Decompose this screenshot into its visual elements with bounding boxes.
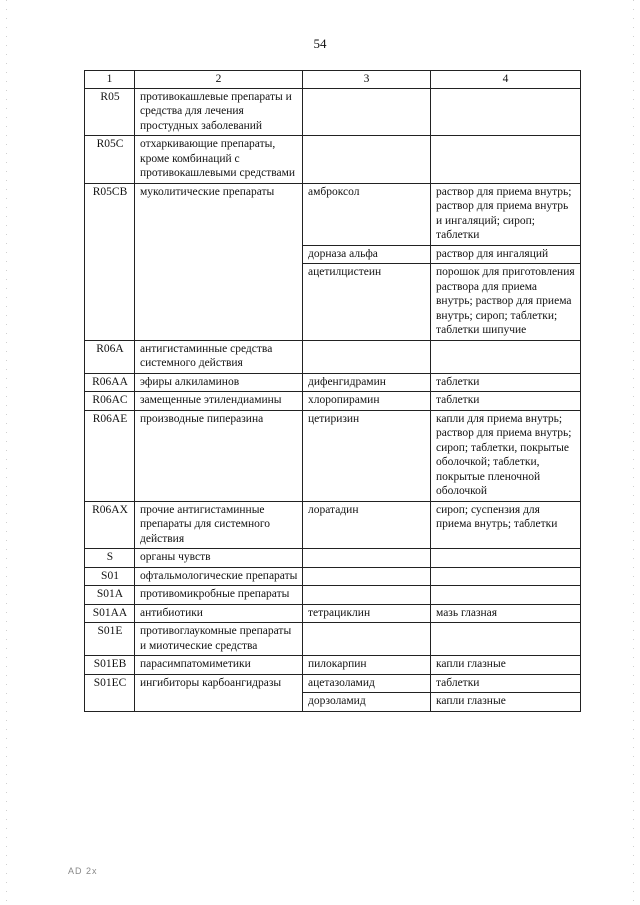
dosage-form-cell [431, 586, 581, 605]
atc-code-cell: S01AA [85, 604, 135, 623]
group-name-cell: офтальмологические препараты [135, 567, 303, 586]
table-row [85, 245, 581, 264]
table-row [85, 549, 581, 568]
drug-name-cell [303, 136, 431, 184]
drug-name-cell [303, 340, 431, 373]
dosage-form-cell: мазь глазная [431, 604, 581, 623]
dosage-form-cell: раствор для ингаляций [431, 245, 581, 264]
dosage-form-cell: таблетки [431, 674, 581, 693]
atc-code-cell: S01EB [85, 656, 135, 675]
group-name-cell [135, 245, 303, 264]
dosage-form-cell: таблетки [431, 392, 581, 411]
drug-name-cell: ацетазоламид [303, 674, 431, 693]
group-name-cell: отхаркивающие препараты, кроме комбинаций с противокашлевыми средствами [135, 136, 303, 184]
atc-code-cell [85, 264, 135, 341]
atc-code-cell: R06AA [85, 373, 135, 392]
atc-code-cell [85, 693, 135, 712]
table-row [85, 183, 581, 245]
table-row [85, 567, 581, 586]
drug-name-cell: ацетилцистеин [303, 264, 431, 341]
header-col-4: 4 [431, 71, 581, 89]
drug-name-cell [303, 623, 431, 656]
table-row [85, 604, 581, 623]
atc-code-cell: S01EC [85, 674, 135, 693]
dosage-form-cell: капли глазные [431, 693, 581, 712]
atc-code-cell: S01E [85, 623, 135, 656]
table-row [85, 264, 581, 341]
dosage-form-cell: таблетки [431, 373, 581, 392]
table-row [85, 136, 581, 184]
group-name-cell: производные пиперазина [135, 410, 303, 501]
table-row [85, 501, 581, 549]
dosage-form-cell [431, 549, 581, 568]
drug-name-cell: тетрациклин [303, 604, 431, 623]
group-name-cell: антибиотики [135, 604, 303, 623]
group-name-cell: органы чувств [135, 549, 303, 568]
dosage-form-cell: капли глазные [431, 656, 581, 675]
table-row [85, 340, 581, 373]
group-name-cell: противокашлевые препараты и средства для лечения простудных заболеваний [135, 88, 303, 136]
drug-name-cell: амброксол [303, 183, 431, 245]
table-row [85, 586, 581, 605]
footer-mark: AD 2x [68, 866, 98, 876]
atc-code-cell: R06AC [85, 392, 135, 411]
atc-code-cell [85, 245, 135, 264]
group-name-cell: прочие антигистаминные препараты для системного действия [135, 501, 303, 549]
group-name-cell: замещенные этилендиамины [135, 392, 303, 411]
atc-code-cell: S01A [85, 586, 135, 605]
table-body [85, 88, 581, 711]
dosage-form-cell [431, 340, 581, 373]
table-row [85, 392, 581, 411]
atc-code-cell: R06AE [85, 410, 135, 501]
dosage-form-cell [431, 567, 581, 586]
table-row [85, 656, 581, 675]
drug-name-cell [303, 549, 431, 568]
atc-code-cell: R05 [85, 88, 135, 136]
dosage-form-cell: порошок для приготовления раствора для приема внутрь; раствор для приема внутрь; сироп; таблетки; таблетки шипучие [431, 264, 581, 341]
page-number: 54 [313, 36, 327, 51]
drug-name-cell [303, 88, 431, 136]
drug-name-cell: дифенгидрамин [303, 373, 431, 392]
drug-name-cell: хлоропирамин [303, 392, 431, 411]
right-edge-dots [633, 0, 634, 905]
dosage-form-cell [431, 88, 581, 136]
table-row [85, 693, 581, 712]
table-row [85, 623, 581, 656]
atc-code-cell: R06A [85, 340, 135, 373]
group-name-cell [135, 693, 303, 712]
dosage-form-cell [431, 136, 581, 184]
dosage-form-cell: капли для приема внутрь; раствор для приема внутрь; сироп; таблетки, покрытые оболочкой; таблетки, покрытые пленочной оболочкой [431, 410, 581, 501]
group-name-cell: эфиры алкиламинов [135, 373, 303, 392]
drug-name-cell: дорназа альфа [303, 245, 431, 264]
drug-name-cell: цетиризин [303, 410, 431, 501]
group-name-cell: противоглаукомные препараты и миотические средства [135, 623, 303, 656]
atc-code-cell: R05C [85, 136, 135, 184]
table-row [85, 410, 581, 501]
table-row [85, 88, 581, 136]
drug-name-cell [303, 586, 431, 605]
group-name-cell: противомикробные препараты [135, 586, 303, 605]
atc-code-cell: S01 [85, 567, 135, 586]
dosage-form-cell: раствор для приема внутрь; раствор для приема внутрь и ингаляций; сироп; таблетки [431, 183, 581, 245]
drug-name-cell: пилокарпин [303, 656, 431, 675]
drug-name-cell: лоратадин [303, 501, 431, 549]
atc-code-cell: R05CB [85, 183, 135, 245]
header-col-3: 3 [303, 71, 431, 89]
drug-name-cell [303, 567, 431, 586]
atc-code-cell: R06AX [85, 501, 135, 549]
group-name-cell [135, 264, 303, 341]
table-row [85, 674, 581, 693]
dosage-form-cell [431, 623, 581, 656]
atc-code-cell: S [85, 549, 135, 568]
group-name-cell: антигистаминные средства системного действия [135, 340, 303, 373]
table-row [85, 373, 581, 392]
header-col-2: 2 [135, 71, 303, 89]
group-name-cell: муколитические препараты [135, 183, 303, 245]
header-col-1: 1 [85, 71, 135, 89]
dosage-form-cell: сироп; суспензия для приема внутрь; таблетки [431, 501, 581, 549]
drug-name-cell: дорзоламид [303, 693, 431, 712]
group-name-cell: ингибиторы карбоангидразы [135, 674, 303, 693]
drug-table [84, 70, 581, 712]
left-edge-dots [6, 0, 7, 905]
table-header-row [85, 71, 581, 89]
group-name-cell: парасимпатомиметики [135, 656, 303, 675]
